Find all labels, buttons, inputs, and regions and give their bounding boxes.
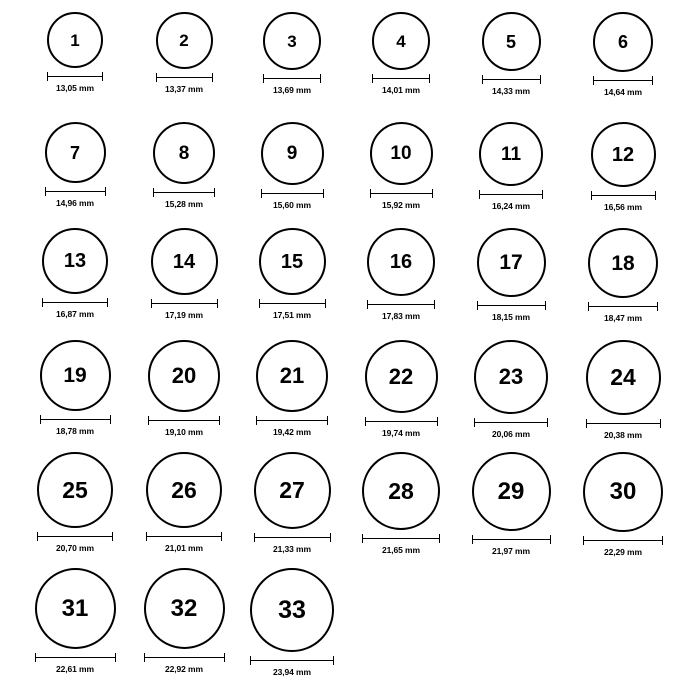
measure-tick-left [588, 302, 589, 311]
ring-circle [153, 122, 215, 184]
measure-line [47, 76, 103, 77]
ring-size-cell [355, 228, 447, 321]
measure-tick-right [540, 75, 541, 84]
ring-number-label: 20 [171, 363, 197, 388]
measure-tick-left [591, 191, 592, 200]
ring-number-label: 12 [611, 143, 635, 166]
measure-tick-right [217, 299, 218, 308]
ring-number-label: 26 [171, 476, 197, 503]
diameter-measure-bar [479, 190, 543, 199]
diameter-measure-bar [477, 301, 546, 310]
ring-size-label: 16,87 mm [56, 309, 94, 319]
ring-size-label: 20,38 mm [604, 430, 642, 440]
ring-size-label: 17,19 mm [165, 310, 203, 320]
ring-circle [37, 452, 113, 528]
measure-tick-left [250, 656, 251, 665]
measure-tick-left [372, 74, 373, 83]
ring-size-cell [246, 12, 338, 95]
ring-size-label: 21,33 mm [273, 544, 311, 554]
ring-circle [372, 12, 430, 70]
ring-number-label: 7 [69, 142, 80, 163]
diameter-measure-bar [370, 189, 433, 198]
measure-tick-right [657, 302, 658, 311]
ring-number-label: 2 [179, 31, 189, 50]
measure-tick-left [479, 190, 480, 199]
measure-tick-left [37, 532, 38, 541]
ring-number-label: 6 [617, 32, 628, 52]
ring-number-label: 21 [279, 363, 305, 388]
measure-tick-left [362, 534, 363, 543]
ring-number-label: 31 [61, 594, 89, 622]
ring-circle [370, 122, 433, 185]
ring-size-label: 13,37 mm [165, 84, 203, 94]
measure-tick-right [542, 190, 543, 199]
measure-line [477, 305, 546, 306]
diameter-measure-bar [482, 75, 541, 84]
ring-size-cell [138, 122, 230, 209]
ring-size-cell [465, 12, 557, 96]
measure-line [479, 194, 543, 195]
measure-line [362, 538, 440, 539]
measure-tick-left [40, 415, 41, 424]
ring-size-cell [577, 228, 669, 323]
measure-line [367, 304, 435, 305]
measure-tick-left [146, 532, 147, 541]
measure-tick-right [214, 188, 215, 197]
ring-size-cell [29, 340, 121, 436]
ring-size-label: 22,29 mm [604, 547, 642, 557]
ring-number-label: 25 [62, 476, 88, 503]
measure-line [37, 536, 113, 537]
ring-size-label: 13,05 mm [56, 83, 94, 93]
ring-circle [583, 452, 663, 532]
diameter-measure-bar [40, 415, 111, 424]
ring-size-label: 15,92 mm [382, 200, 420, 210]
ring-size-label: 20,06 mm [492, 429, 530, 439]
ring-number-label: 1 [70, 30, 80, 50]
ring-circle [591, 122, 656, 187]
measure-line [250, 660, 334, 661]
measure-tick-right [105, 187, 106, 196]
measure-tick-left [474, 418, 475, 427]
diameter-measure-bar [144, 653, 225, 662]
measure-line [586, 423, 661, 424]
measure-tick-left [259, 299, 260, 308]
diameter-measure-bar [263, 74, 321, 83]
diameter-measure-bar [146, 532, 222, 541]
measure-line [156, 77, 213, 78]
ring-size-label: 21,65 mm [382, 545, 420, 555]
ring-circle [146, 452, 222, 528]
ring-size-label: 14,01 mm [382, 85, 420, 95]
ring-number-label: 18 [611, 251, 635, 275]
measure-tick-right [437, 417, 438, 426]
diameter-measure-bar [593, 76, 653, 85]
diameter-measure-bar [586, 419, 661, 428]
measure-line [148, 420, 220, 421]
ring-number-label: 15 [280, 250, 304, 273]
ring-circle [474, 340, 548, 414]
ring-number-label: 30 [609, 478, 637, 505]
measure-tick-right [547, 418, 548, 427]
ring-size-cell [138, 228, 230, 320]
diameter-measure-bar [474, 418, 548, 427]
measure-tick-left [156, 73, 157, 82]
ring-size-cell [29, 12, 121, 93]
ring-circle [256, 340, 328, 412]
diameter-measure-bar [47, 72, 103, 81]
ring-size-label: 18,78 mm [56, 426, 94, 436]
diameter-measure-bar [153, 188, 215, 197]
measure-tick-left [586, 419, 587, 428]
ring-size-label: 19,74 mm [382, 428, 420, 438]
ring-size-label: 17,83 mm [382, 311, 420, 321]
ring-size-label: 15,60 mm [273, 200, 311, 210]
measure-tick-left [42, 298, 43, 307]
ring-number-label: 11 [500, 143, 522, 165]
diameter-measure-bar [156, 73, 213, 82]
ring-size-cell [355, 452, 447, 555]
ring-circle [259, 228, 326, 295]
measure-tick-right [110, 415, 111, 424]
measure-line [259, 303, 326, 304]
measure-line [45, 191, 106, 192]
ring-size-cell [29, 452, 121, 553]
measure-line [42, 302, 108, 303]
ring-size-cell [29, 568, 121, 674]
measure-line [372, 78, 430, 79]
measure-tick-right [545, 301, 546, 310]
ring-number-label: 23 [498, 364, 524, 389]
measure-tick-left [256, 416, 257, 425]
ring-circle [47, 12, 103, 68]
measure-tick-left [254, 533, 255, 542]
ring-size-label: 19,42 mm [273, 427, 311, 437]
measure-line [593, 80, 653, 81]
ring-size-label: 14,64 mm [604, 87, 642, 97]
ring-size-label: 21,01 mm [165, 543, 203, 553]
ring-number-label: 8 [178, 142, 190, 164]
ring-size-cell [465, 452, 557, 556]
ring-size-cell [246, 228, 338, 320]
diameter-measure-bar [151, 299, 218, 308]
measure-tick-left [45, 187, 46, 196]
ring-circle [250, 568, 334, 652]
ring-number-label: 13 [63, 250, 87, 272]
diameter-measure-bar [372, 74, 430, 83]
diameter-measure-bar [591, 191, 656, 200]
diameter-measure-bar [261, 189, 324, 198]
measure-tick-right [112, 532, 113, 541]
ring-circle [40, 340, 111, 411]
ring-size-cell [246, 568, 338, 677]
ring-number-label: 22 [388, 363, 414, 389]
measure-tick-right [219, 416, 220, 425]
ring-size-label: 15,28 mm [165, 199, 203, 209]
diameter-measure-bar [250, 656, 334, 665]
diameter-measure-bar [42, 298, 108, 307]
measure-tick-right [434, 300, 435, 309]
ring-number-label: 10 [390, 143, 412, 164]
measure-tick-right [429, 74, 430, 83]
measure-tick-right [320, 74, 321, 83]
ring-circle [254, 452, 331, 529]
ring-number-label: 28 [388, 477, 414, 504]
measure-line [474, 422, 548, 423]
measure-tick-right [102, 72, 103, 81]
ring-size-label: 22,92 mm [165, 664, 203, 674]
diameter-measure-bar [256, 416, 328, 425]
ring-number-label: 27 [279, 477, 305, 503]
measure-tick-right [224, 653, 225, 662]
measure-tick-right [325, 299, 326, 308]
ring-number-label: 5 [505, 31, 516, 52]
ring-size-label: 18,47 mm [604, 313, 642, 323]
measure-tick-right [662, 536, 663, 545]
measure-tick-left [35, 653, 36, 662]
ring-number-label: 29 [497, 477, 525, 505]
measure-tick-left [477, 301, 478, 310]
measure-line [144, 657, 225, 658]
ring-size-cell [577, 12, 669, 97]
diameter-measure-bar [365, 417, 438, 426]
diameter-measure-bar [148, 416, 220, 425]
ring-size-label: 21,97 mm [492, 546, 530, 556]
ring-size-label: 23,94 mm [273, 667, 311, 677]
ring-number-label: 19 [63, 364, 87, 387]
measure-line [370, 193, 433, 194]
diameter-measure-bar [254, 533, 331, 542]
ring-circle [477, 228, 546, 297]
ring-size-cell [355, 122, 447, 210]
ring-size-label: 22,61 mm [56, 664, 94, 674]
measure-tick-right [652, 76, 653, 85]
measure-line [256, 420, 328, 421]
ring-number-label: 3 [287, 31, 297, 51]
ring-circle [144, 568, 225, 649]
measure-line [263, 78, 321, 79]
measure-tick-left [47, 72, 48, 81]
measure-line [153, 192, 215, 193]
measure-tick-left [263, 74, 264, 83]
measure-tick-left [583, 536, 584, 545]
ring-circle [365, 340, 438, 413]
measure-line [35, 657, 116, 658]
ring-size-label: 18,15 mm [492, 312, 530, 322]
ring-size-cell [246, 452, 338, 554]
diameter-measure-bar [259, 299, 326, 308]
measure-tick-left [365, 417, 366, 426]
diameter-measure-bar [367, 300, 435, 309]
ring-circle [45, 122, 106, 183]
ring-circle [35, 568, 116, 649]
ring-size-cell [577, 340, 669, 440]
ring-size-cell [246, 340, 338, 437]
measure-line [146, 536, 222, 537]
ring-size-cell [355, 12, 447, 95]
measure-tick-right [330, 533, 331, 542]
ring-size-label: 13,69 mm [273, 85, 311, 95]
measure-tick-left [144, 653, 145, 662]
ring-circle [472, 452, 551, 531]
measure-tick-right [439, 534, 440, 543]
measure-line [40, 419, 111, 420]
measure-tick-right [655, 191, 656, 200]
measure-tick-right [550, 535, 551, 544]
ring-circle [479, 122, 543, 186]
ring-circle [263, 12, 321, 70]
measure-line [151, 303, 218, 304]
measure-line [591, 195, 656, 196]
measure-tick-right [115, 653, 116, 662]
ring-size-cell [577, 122, 669, 212]
ring-circle [42, 228, 108, 294]
ring-circle [593, 12, 653, 72]
measure-tick-right [107, 298, 108, 307]
ring-size-label: 16,56 mm [604, 202, 642, 212]
ring-size-cell [465, 122, 557, 211]
measure-tick-right [333, 656, 334, 665]
ring-number-label: 4 [396, 31, 406, 51]
ring-size-cell [465, 228, 557, 322]
diameter-measure-bar [472, 535, 551, 544]
ring-size-label: 16,24 mm [492, 201, 530, 211]
measure-line [261, 193, 324, 194]
ring-size-label: 19,10 mm [165, 427, 203, 437]
diameter-measure-bar [45, 187, 106, 196]
ring-size-cell [29, 228, 121, 319]
ring-circle [151, 228, 218, 295]
measure-tick-left [593, 76, 594, 85]
measure-tick-left [367, 300, 368, 309]
diameter-measure-bar [37, 532, 113, 541]
ring-size-label: 14,96 mm [56, 198, 94, 208]
measure-tick-right [221, 532, 222, 541]
ring-number-label: 9 [286, 143, 298, 164]
measure-tick-left [153, 188, 154, 197]
ring-size-cell [577, 452, 669, 557]
ring-size-label: 20,70 mm [56, 543, 94, 553]
ring-circle [482, 12, 541, 71]
diameter-measure-bar [35, 653, 116, 662]
measure-tick-left [148, 416, 149, 425]
measure-line [588, 306, 658, 307]
measure-tick-left [370, 189, 371, 198]
ring-circle [367, 228, 435, 296]
measure-line [472, 539, 551, 540]
ring-size-cell [138, 340, 230, 437]
ring-number-label: 33 [278, 595, 306, 624]
measure-tick-right [212, 73, 213, 82]
ring-number-label: 24 [610, 364, 636, 390]
ring-size-cell [246, 122, 338, 210]
ring-number-label: 16 [389, 251, 413, 273]
ring-size-label: 17,51 mm [273, 310, 311, 320]
ring-circle [148, 340, 220, 412]
measure-line [583, 540, 663, 541]
ring-circle [586, 340, 661, 415]
measure-tick-left [472, 535, 473, 544]
ring-size-cell [355, 340, 447, 438]
ring-size-cell [465, 340, 557, 439]
measure-line [482, 79, 541, 80]
diameter-measure-bar [362, 534, 440, 543]
measure-tick-right [327, 416, 328, 425]
ring-size-cell [138, 568, 230, 674]
ring-circle [362, 452, 440, 530]
ring-size-label: 14,33 mm [492, 86, 530, 96]
measure-tick-left [261, 189, 262, 198]
ring-circle [261, 122, 324, 185]
measure-tick-right [660, 419, 661, 428]
measure-tick-left [482, 75, 483, 84]
measure-tick-right [323, 189, 324, 198]
diameter-measure-bar [588, 302, 658, 311]
measure-line [254, 537, 331, 538]
ring-size-cell [138, 452, 230, 553]
ring-circle [588, 228, 658, 298]
ring-number-label: 17 [499, 251, 523, 274]
ring-circle [156, 12, 213, 69]
measure-tick-left [151, 299, 152, 308]
measure-tick-right [432, 189, 433, 198]
ring-size-cell [29, 122, 121, 208]
ring-number-label: 14 [172, 250, 196, 273]
ring-size-cell [138, 12, 230, 94]
measure-line [365, 421, 438, 422]
diameter-measure-bar [583, 536, 663, 545]
ring-number-label: 32 [170, 594, 198, 622]
